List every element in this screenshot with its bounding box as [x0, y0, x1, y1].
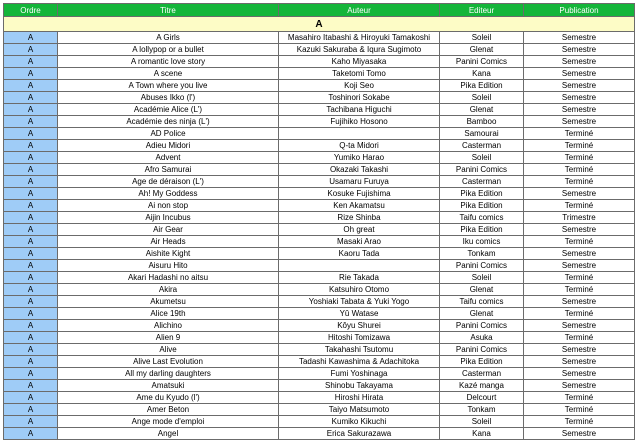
table-row	[4, 272, 635, 284]
table-row	[4, 200, 635, 212]
cell-editeur[interactable]: Asuka	[440, 332, 524, 344]
cell-publication[interactable]: Semestre	[524, 56, 635, 68]
cell-publication[interactable]: Semestre	[524, 428, 635, 440]
cell-publication[interactable]: Semestre	[524, 188, 635, 200]
table-row	[4, 104, 635, 116]
manga-table	[3, 3, 635, 440]
table-row	[4, 152, 635, 164]
cell-auteur[interactable]: Erica Sakurazawa	[279, 428, 440, 440]
cell-auteur[interactable]: Rie Takada	[279, 272, 440, 284]
cell-auteur[interactable]	[279, 260, 440, 272]
cell-auteur[interactable]: Tadashi Kawashima & Adachitoka	[279, 356, 440, 368]
cell-editeur[interactable]: Casterman	[440, 140, 524, 152]
cell-editeur[interactable]: Panini Comics	[440, 320, 524, 332]
cell-auteur[interactable]: Rize Shinba	[279, 212, 440, 224]
cell-publication[interactable]: Semestre	[524, 356, 635, 368]
table-row	[4, 236, 635, 248]
cell-editeur[interactable]: Panini Comics	[440, 260, 524, 272]
header-titre[interactable]: Titre	[58, 4, 279, 17]
table-row	[4, 56, 635, 68]
cell-auteur[interactable]: Kumiko Kikuchi	[279, 416, 440, 428]
cell-titre[interactable]: Amer Beton	[58, 404, 279, 416]
table-row	[4, 356, 635, 368]
cell-auteur[interactable]: Taiyo Matsumoto	[279, 404, 440, 416]
cell-ordre[interactable]: A	[4, 320, 58, 332]
cell-editeur[interactable]: Iku comics	[440, 236, 524, 248]
section-row	[4, 17, 635, 32]
cell-ordre[interactable]: A	[4, 224, 58, 236]
cell-titre[interactable]: Alive	[58, 344, 279, 356]
cell-titre[interactable]: Aijin Incubus	[58, 212, 279, 224]
cell-editeur[interactable]: Kana	[440, 428, 524, 440]
cell-auteur[interactable]: Toshinori Sokabe	[279, 92, 440, 104]
cell-titre[interactable]: Alichino	[58, 320, 279, 332]
cell-ordre[interactable]: A	[4, 140, 58, 152]
cell-ordre[interactable]: A	[4, 116, 58, 128]
cell-titre[interactable]: Air Gear	[58, 224, 279, 236]
cell-publication[interactable]: Semestre	[524, 344, 635, 356]
cell-ordre[interactable]: A	[4, 32, 58, 44]
cell-auteur[interactable]: Hiroshi Hirata	[279, 392, 440, 404]
cell-titre[interactable]: Age de déraison (L')	[58, 176, 279, 188]
cell-titre[interactable]: Ange mode d'emploi	[58, 416, 279, 428]
cell-auteur[interactable]: Takahashi Tsutomu	[279, 344, 440, 356]
cell-publication[interactable]: Semestre	[524, 380, 635, 392]
cell-auteur[interactable]: Shinobu Takayama	[279, 380, 440, 392]
cell-auteur[interactable]	[279, 128, 440, 140]
cell-editeur[interactable]: Glenat	[440, 284, 524, 296]
cell-ordre[interactable]: A	[4, 248, 58, 260]
cell-titre[interactable]: Air Heads	[58, 236, 279, 248]
table-row	[4, 320, 635, 332]
cell-ordre[interactable]: A	[4, 260, 58, 272]
header-auteur[interactable]: Auteur	[279, 4, 440, 17]
cell-ordre[interactable]: A	[4, 296, 58, 308]
cell-editeur[interactable]: Tonkam	[440, 248, 524, 260]
cell-titre[interactable]: Advent	[58, 152, 279, 164]
table-row	[4, 80, 635, 92]
cell-publication[interactable]: Semestre	[524, 224, 635, 236]
cell-ordre[interactable]: A	[4, 104, 58, 116]
cell-auteur[interactable]: Ken Akamatsu	[279, 200, 440, 212]
cell-editeur[interactable]: Taifu comics	[440, 212, 524, 224]
cell-publication[interactable]: Terminé	[524, 308, 635, 320]
cell-editeur[interactable]: Pika Edition	[440, 188, 524, 200]
cell-publication[interactable]: Semestre	[524, 248, 635, 260]
cell-auteur[interactable]: Fumi Yoshinaga	[279, 368, 440, 380]
cell-auteur[interactable]: Koji Seo	[279, 80, 440, 92]
cell-ordre[interactable]: A	[4, 236, 58, 248]
cell-editeur[interactable]: Panini Comics	[440, 164, 524, 176]
cell-publication[interactable]: Terminé	[524, 140, 635, 152]
cell-ordre[interactable]: A	[4, 212, 58, 224]
cell-titre[interactable]: AD Police	[58, 128, 279, 140]
table-row	[4, 224, 635, 236]
cell-ordre[interactable]: A	[4, 80, 58, 92]
cell-publication[interactable]: Terminé	[524, 128, 635, 140]
cell-editeur[interactable]: Glenat	[440, 44, 524, 56]
cell-ordre[interactable]: A	[4, 368, 58, 380]
cell-editeur[interactable]: Soleil	[440, 32, 524, 44]
cell-editeur[interactable]: Pika Edition	[440, 224, 524, 236]
cell-ordre[interactable]: A	[4, 272, 58, 284]
cell-publication[interactable]: Semestre	[524, 68, 635, 80]
cell-publication[interactable]: Semestre	[524, 44, 635, 56]
cell-publication[interactable]: Terminé	[524, 404, 635, 416]
table-row	[4, 44, 635, 56]
cell-ordre[interactable]: A	[4, 200, 58, 212]
table-row	[4, 284, 635, 296]
cell-editeur[interactable]: Panini Comics	[440, 56, 524, 68]
cell-ordre[interactable]: A	[4, 404, 58, 416]
cell-ordre[interactable]: A	[4, 356, 58, 368]
cell-titre[interactable]: Alice 19th	[58, 308, 279, 320]
cell-auteur[interactable]: Kazuki Sakuraba & Iqura Sugimoto	[279, 44, 440, 56]
cell-editeur[interactable]: Kazé manga	[440, 380, 524, 392]
cell-editeur[interactable]: Soleil	[440, 272, 524, 284]
table-row	[4, 260, 635, 272]
cell-titre[interactable]: A romantic love story	[58, 56, 279, 68]
cell-auteur[interactable]: Usamaru Furuya	[279, 176, 440, 188]
cell-ordre[interactable]: A	[4, 44, 58, 56]
cell-editeur[interactable]: Soleil	[440, 92, 524, 104]
cell-publication[interactable]: Terminé	[524, 332, 635, 344]
cell-editeur[interactable]: Samourai	[440, 128, 524, 140]
cell-titre[interactable]: Angel	[58, 428, 279, 440]
table-row	[4, 32, 635, 44]
header-publication[interactable]: Publication	[524, 4, 635, 17]
cell-publication[interactable]: Semestre	[524, 104, 635, 116]
cell-auteur[interactable]: Kaho Miyasaka	[279, 56, 440, 68]
cell-editeur[interactable]: Pika Edition	[440, 80, 524, 92]
cell-titre[interactable]: Amatsuki	[58, 380, 279, 392]
cell-auteur[interactable]: Masaki Arao	[279, 236, 440, 248]
cell-titre[interactable]: Abuses Ikko (l')	[58, 92, 279, 104]
cell-ordre[interactable]: A	[4, 128, 58, 140]
cell-auteur[interactable]: Yû Watase	[279, 308, 440, 320]
cell-titre[interactable]: A Girls	[58, 32, 279, 44]
cell-editeur[interactable]: Delcourt	[440, 392, 524, 404]
cell-editeur[interactable]: Pika Edition	[440, 200, 524, 212]
cell-ordre[interactable]: A	[4, 344, 58, 356]
cell-ordre[interactable]: A	[4, 428, 58, 440]
cell-publication[interactable]: Trimestre	[524, 212, 635, 224]
cell-editeur[interactable]: Pika Edition	[440, 356, 524, 368]
cell-publication[interactable]: Semestre	[524, 116, 635, 128]
cell-titre[interactable]: A lollypop or a bullet	[58, 44, 279, 56]
table-row	[4, 392, 635, 404]
table-row	[4, 176, 635, 188]
cell-ordre[interactable]: A	[4, 308, 58, 320]
table-row	[4, 140, 635, 152]
cell-editeur[interactable]: Panini Comics	[440, 344, 524, 356]
table-row	[4, 380, 635, 392]
cell-editeur[interactable]: Casterman	[440, 176, 524, 188]
cell-publication[interactable]: Semestre	[524, 80, 635, 92]
table-row	[4, 68, 635, 80]
cell-ordre[interactable]: A	[4, 332, 58, 344]
cell-auteur[interactable]: Tachibana Higuchi	[279, 104, 440, 116]
table-row	[4, 404, 635, 416]
cell-editeur[interactable]: Casterman	[440, 368, 524, 380]
cell-auteur[interactable]: Yumiko Harao	[279, 152, 440, 164]
cell-titre[interactable]: Aisuru Hito	[58, 260, 279, 272]
cell-editeur[interactable]: Glenat	[440, 104, 524, 116]
cell-auteur[interactable]: Kosuke Fujishima	[279, 188, 440, 200]
table-row	[4, 92, 635, 104]
cell-ordre[interactable]: A	[4, 188, 58, 200]
table-row	[4, 128, 635, 140]
cell-ordre[interactable]: A	[4, 68, 58, 80]
cell-titre[interactable]: All my darling daughters	[58, 368, 279, 380]
cell-editeur[interactable]: Tonkam	[440, 404, 524, 416]
cell-publication[interactable]: Terminé	[524, 284, 635, 296]
cell-auteur[interactable]: Taketomi Tomo	[279, 68, 440, 80]
cell-ordre[interactable]: A	[4, 92, 58, 104]
cell-auteur[interactable]: Masahiro Itabashi & Hiroyuki Tamakoshi	[279, 32, 440, 44]
spreadsheet	[3, 3, 634, 440]
table-row	[4, 344, 635, 356]
table-row	[4, 332, 635, 344]
table-row	[4, 248, 635, 260]
cell-titre[interactable]: Adieu Midori	[58, 140, 279, 152]
cell-publication[interactable]: Terminé	[524, 152, 635, 164]
cell-publication[interactable]: Semestre	[524, 320, 635, 332]
cell-editeur[interactable]: Taifu comics	[440, 296, 524, 308]
cell-titre[interactable]: Akari Hadashi no aitsu	[58, 272, 279, 284]
table-row	[4, 116, 635, 128]
cell-titre[interactable]: Académie Alice (L')	[58, 104, 279, 116]
table-row	[4, 368, 635, 380]
cell-ordre[interactable]: A	[4, 176, 58, 188]
cell-editeur[interactable]: Glenat	[440, 308, 524, 320]
cell-editeur[interactable]: Kana	[440, 68, 524, 80]
cell-publication[interactable]: Semestre	[524, 92, 635, 104]
cell-titre[interactable]: Akira	[58, 284, 279, 296]
table-row	[4, 308, 635, 320]
cell-titre[interactable]: A Town where you live	[58, 80, 279, 92]
cell-publication[interactable]: Semestre	[524, 296, 635, 308]
table-row	[4, 428, 635, 440]
cell-editeur[interactable]: Soleil	[440, 416, 524, 428]
cell-auteur[interactable]: Q-ta Midori	[279, 140, 440, 152]
cell-publication[interactable]: Terminé	[524, 416, 635, 428]
cell-editeur[interactable]: Soleil	[440, 152, 524, 164]
cell-ordre[interactable]: A	[4, 284, 58, 296]
cell-publication[interactable]: Terminé	[524, 200, 635, 212]
cell-titre[interactable]: Ame du Kyudo (l')	[58, 392, 279, 404]
cell-titre[interactable]: Académie des ninja (L')	[58, 116, 279, 128]
cell-titre[interactable]: A scene	[58, 68, 279, 80]
cell-titre[interactable]: Afro Samurai	[58, 164, 279, 176]
cell-publication[interactable]: Terminé	[524, 392, 635, 404]
table-row	[4, 164, 635, 176]
header-editeur[interactable]: Editeur	[440, 4, 524, 17]
cell-titre[interactable]: Akumetsu	[58, 296, 279, 308]
cell-ordre[interactable]: A	[4, 380, 58, 392]
cell-publication[interactable]: Terminé	[524, 164, 635, 176]
header-row	[4, 4, 635, 17]
table-row	[4, 188, 635, 200]
table-row	[4, 296, 635, 308]
cell-titre[interactable]: Aishite Kight	[58, 248, 279, 260]
cell-auteur[interactable]: Kaoru Tada	[279, 248, 440, 260]
header-ordre[interactable]: Ordre	[4, 4, 58, 17]
cell-publication[interactable]: Semestre	[524, 368, 635, 380]
cell-auteur[interactable]: Oh great	[279, 224, 440, 236]
cell-auteur[interactable]: Hitoshi Tomizawa	[279, 332, 440, 344]
cell-ordre[interactable]: A	[4, 164, 58, 176]
cell-auteur[interactable]: Katsuhiro Otomo	[279, 284, 440, 296]
section-label[interactable]: A	[4, 17, 635, 32]
cell-publication[interactable]: Terminé	[524, 272, 635, 284]
cell-titre[interactable]: Alien 9	[58, 332, 279, 344]
cell-publication[interactable]: Semestre	[524, 32, 635, 44]
cell-titre[interactable]: Alive Last Evolution	[58, 356, 279, 368]
cell-publication[interactable]: Terminé	[524, 176, 635, 188]
cell-ordre[interactable]: A	[4, 392, 58, 404]
cell-titre[interactable]: Ah! My Goddess	[58, 188, 279, 200]
table-row	[4, 212, 635, 224]
cell-ordre[interactable]: A	[4, 56, 58, 68]
cell-titre[interactable]: Ai non stop	[58, 200, 279, 212]
cell-ordre[interactable]: A	[4, 152, 58, 164]
cell-publication[interactable]: Semestre	[524, 260, 635, 272]
cell-publication[interactable]: Terminé	[524, 236, 635, 248]
cell-auteur[interactable]: Fujihiko Hosono	[279, 116, 440, 128]
cell-editeur[interactable]: Bamboo	[440, 116, 524, 128]
cell-auteur[interactable]: Okazaki Takashi	[279, 164, 440, 176]
cell-auteur[interactable]: Yoshiaki Tabata & Yuki Yogo	[279, 296, 440, 308]
cell-auteur[interactable]: Kôyu Shurei	[279, 320, 440, 332]
cell-ordre[interactable]: A	[4, 416, 58, 428]
